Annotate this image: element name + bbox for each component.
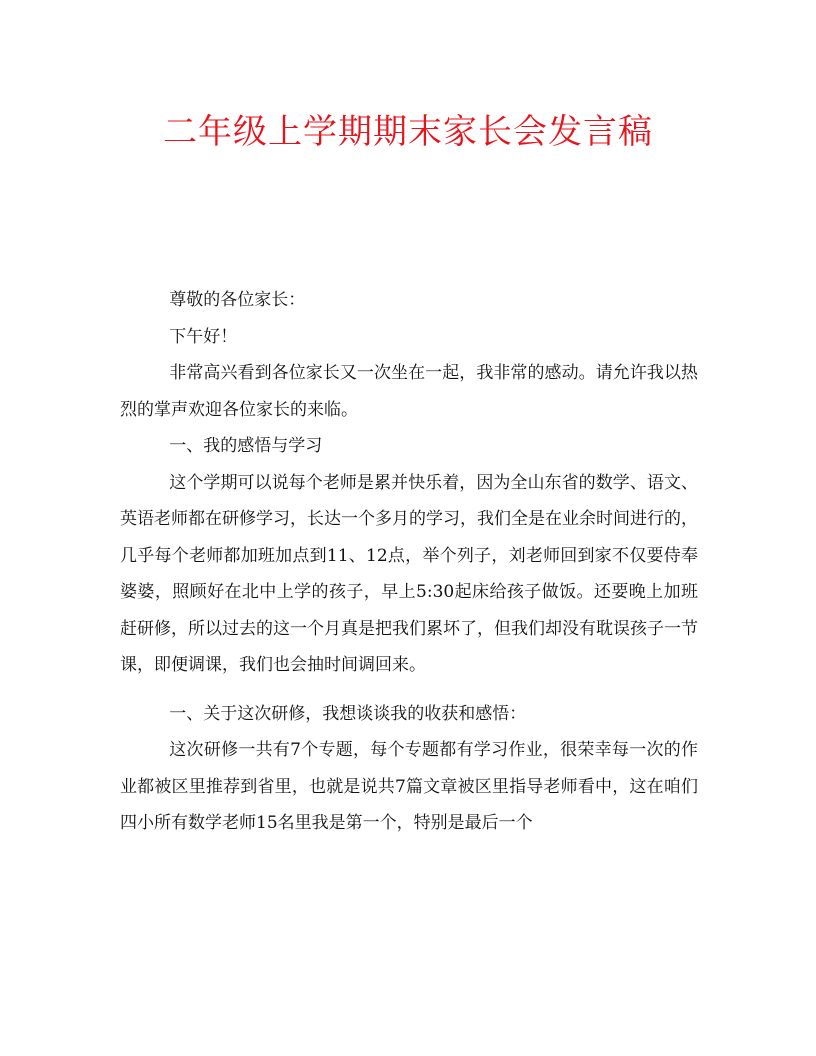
section-heading-training: 一、关于这次研修，我想谈谈我的收获和感悟： bbox=[169, 703, 527, 724]
section-heading-reflection: 一、我的感悟与学习 bbox=[169, 436, 323, 456]
paragraph-training: 这次研修一共有7个专题，每个专题都有学习作业，很荣幸每一次的作业都被区里推荐到省里，也就是说共7篇文章被区里指导老师看中，这在咱们四小所有数学老师15名里我是第一个，特别是最后一个 bbox=[120, 740, 698, 833]
greeting: 下午好！ bbox=[169, 326, 238, 347]
document-title: 二年级上学期期末家长会发言稿 bbox=[163, 112, 653, 152]
document-body bbox=[120, 282, 698, 842]
salutation: 尊敬的各位家长： bbox=[169, 290, 306, 310]
paragraph-semester: 这个学期可以说每个老师是累并快乐着，因为全山东省的数学、语文、英语老师都在研修学习，长达一个多月的学习，我们全是在业余时间进行的，几乎每个老师都加班加点到11、12点，举个列子，刘老师回到家不仅要侍奉婆婆，照顾好在北中上学的孩子，早上5:30起床给孩子做饭。还要晚上加班赶研修，所以过去的这一个月真是把我们累坏了，但我们却没有耽误孩子一节课，即便调课，我们也会抽时间调回来。 bbox=[120, 472, 698, 675]
paragraph-welcome: 非常高兴看到各位家长又一次坐在一起，我非常的感动。请允许我以热烈的掌声欢迎各位家长的来临。 bbox=[120, 363, 698, 420]
